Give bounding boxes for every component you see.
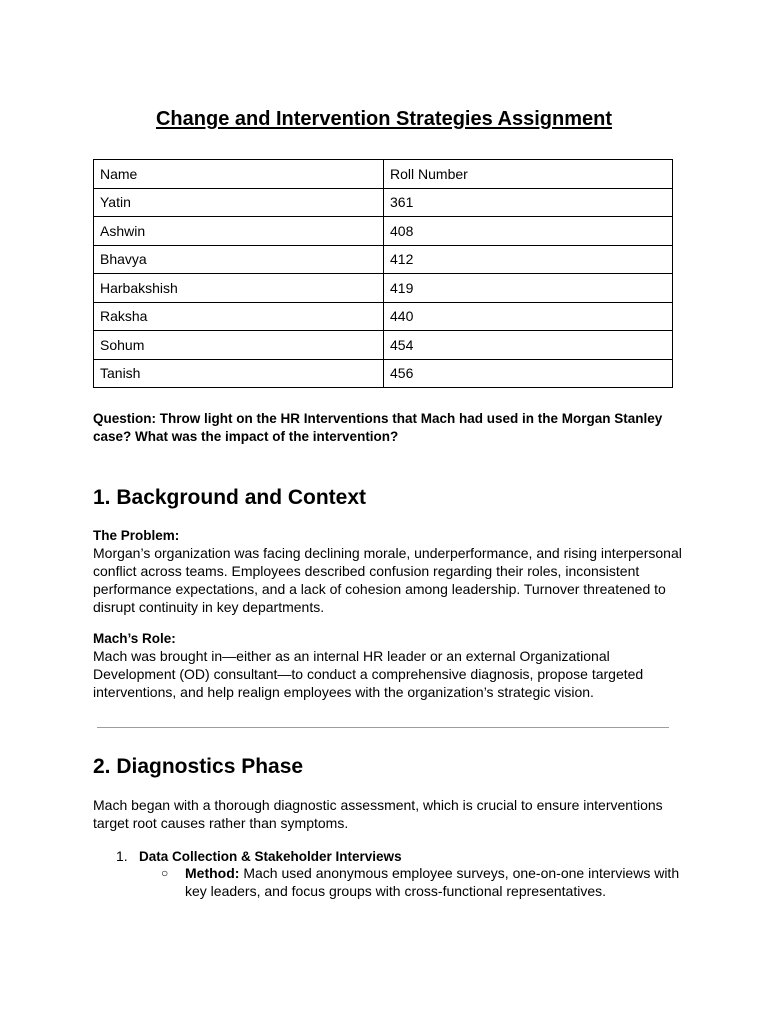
- section-heading-diagnostics: 2. Diagnostics Phase: [93, 755, 304, 778]
- sub-list-item-text: [185, 864, 681, 900]
- table-cell-roll: 419: [384, 274, 673, 303]
- problem-block: [93, 527, 683, 616]
- table-cell-name: Raksha: [94, 302, 384, 331]
- section-heading-background: 1. Background and Context: [93, 486, 367, 509]
- problem-paragraph: Morgan’s organization was facing declining morale, underperformance, and rising interpersonal conflict across teams. Employees described confusion regarding their roles, inconsistent performance expectations, and a lack of cohesion among leadership. Turnover threatened to disrupt continuity in key departments.: [93, 545, 682, 615]
- table-cell-roll: 412: [384, 245, 673, 274]
- table-cell-name: Yatin: [94, 188, 384, 217]
- table-cell-roll: 361: [384, 188, 673, 217]
- table-row: [94, 217, 673, 246]
- document-title: Change and Intervention Strategies Assignment: [155, 108, 612, 130]
- roster-table: [93, 159, 673, 388]
- table-header-row: [94, 160, 673, 189]
- table-cell-name: Harbakshish: [94, 274, 384, 303]
- sub-item-body: Mach used anonymous employee surveys, one-on-one interviews with key leaders, and focus groups with cross-functional representatives.: [185, 865, 680, 899]
- table-cell-roll: 440: [384, 302, 673, 331]
- table-row: [94, 274, 673, 303]
- sub-list-item: [161, 864, 681, 900]
- table-cell-name: Tanish: [94, 359, 384, 388]
- table-row: [94, 302, 673, 331]
- role-label: Mach’s Role:: [93, 631, 176, 646]
- question-text: Question: Throw light on the HR Interventions that Mach had used in the Morgan Stanley case? What was the impact of the intervention?: [93, 411, 663, 444]
- table-cell-roll: 454: [384, 331, 673, 360]
- role-block: [93, 630, 683, 701]
- table-header-roll: Roll Number: [384, 160, 673, 189]
- table-cell-name: Ashwin: [94, 217, 384, 246]
- horizontal-divider: [97, 727, 669, 728]
- table-cell-roll: 456: [384, 359, 673, 388]
- table-row: [94, 245, 673, 274]
- table-row: [94, 331, 673, 360]
- table-row: [94, 359, 673, 388]
- sub-item-label: Method:: [185, 865, 240, 881]
- list-item-number: 1.: [116, 848, 128, 864]
- table-cell-name: Bhavya: [94, 245, 384, 274]
- table-header-name: Name: [94, 160, 384, 189]
- list-item-title: Data Collection & Stakeholder Interviews: [139, 849, 402, 864]
- table-cell-roll: 408: [384, 217, 673, 246]
- role-paragraph: Mach was brought in—either as an internal HR leader or an external Organizational Development (OD) consultant—to conduct a comprehensive diagnosis, propose targeted interventions, and help realign employees with the organization’s strategic vision.: [93, 648, 644, 700]
- diagnostics-intro-paragraph: Mach began with a thorough diagnostic assessment, which is crucial to ensure interventions target root causes rather than symptoms.: [93, 797, 663, 831]
- problem-label: The Problem:: [93, 528, 180, 543]
- table-cell-name: Sohum: [94, 331, 384, 360]
- table-row: [94, 188, 673, 217]
- hollow-circle-bullet-icon: ○: [161, 866, 169, 880]
